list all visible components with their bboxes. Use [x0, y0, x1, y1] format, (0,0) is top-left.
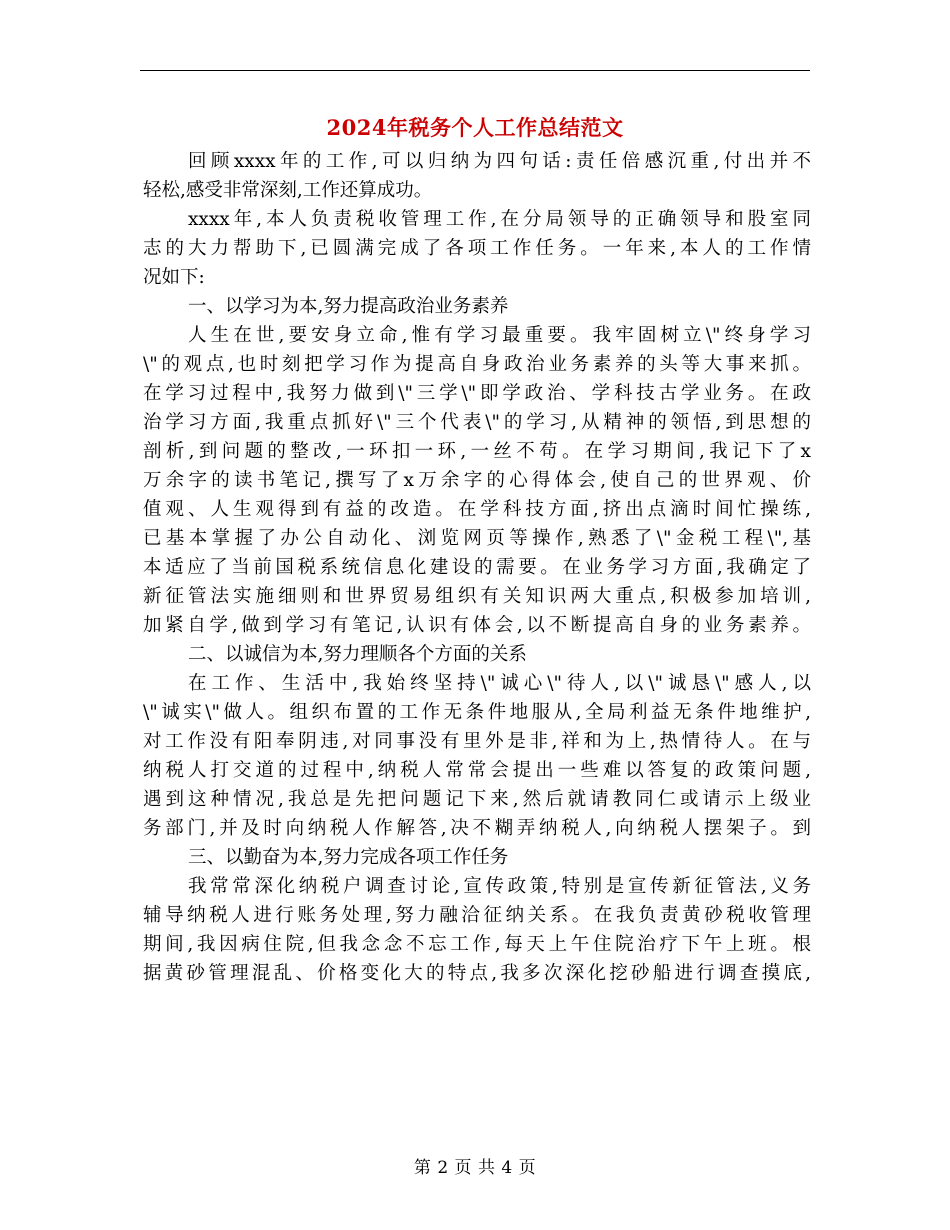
section-heading: 三、以勤奋为本,努力完成各项工作任务: [188, 847, 509, 868]
paragraph-line: 辅导纳税人进行账务处理,努力融洽征纳关系。在我负责黄砂税收管理: [143, 905, 811, 926]
paragraph-line: xxxx年,本人负责税收管理工作,在分局领导的正确领导和股室同: [188, 209, 811, 230]
paragraph-line: 务部门,并及时向纳税人作解答,决不糊弄纳税人,向纳税人摆架子。到: [143, 818, 811, 839]
paragraph-line: 志的大力帮助下,已圆满完成了各项工作任务。一年来,本人的工作情: [143, 238, 811, 259]
paragraph-line: 对工作没有阳奉阴违,对同事没有里外是非,祥和为上,热情待人。在与: [143, 731, 811, 752]
paragraph-line: 在学习过程中,我努力做到\"三学\"即学政治、学科技古学业务。在政: [143, 383, 811, 404]
section-heading: 一、以学习为本,努力提高政治业务素养: [188, 296, 509, 317]
paragraph-line: 回顾xxxx年的工作,可以归纳为四句话:责任倍感沉重,付出并不: [188, 151, 811, 172]
paragraph-line: 值观、人生观得到有益的改造。在学科技方面,挤出点滴时间忙操练,: [143, 499, 811, 520]
paragraph-line: 遇到这种情况,我总是先把问题记下来,然后就请教同仁或请示上级业: [143, 789, 811, 810]
paragraph-line: 况如下:: [143, 267, 205, 288]
paragraph-line: 加紧自学,做到学习有笔记,认识有体会,以不断提高自身的业务素养。: [143, 615, 811, 636]
paragraph-line: 纳税人打交道的过程中,纳税人常常会提出一些难以答复的政策问题,: [143, 760, 811, 781]
document-title: 2024年税务个人工作总结范文: [326, 115, 624, 140]
paragraph-line: 本适应了当前国税系统信息化建设的需要。在业务学习方面,我确定了: [143, 557, 811, 578]
paragraph-line: 治学习方面,我重点抓好\"三个代表\"的学习,从精神的领悟,到思想的: [143, 412, 811, 433]
paragraph-line: 剖析,到问题的整改,一环扣一环,一丝不苟。在学习期间,我记下了x: [143, 441, 811, 462]
paragraph-line: \"诚实\"做人。组织布置的工作无条件地服从,全局利益无条件地维护,: [143, 702, 811, 723]
paragraph-line: 期间,我因病住院,但我念念不忘工作,每天上午住院治疗下午上班。根: [143, 934, 811, 955]
paragraph-line: 已基本掌握了办公自动化、浏览网页等操作,熟悉了\"金税工程\",基: [143, 528, 811, 549]
paragraph-line: 在工作、生活中,我始终坚持\"诚心\"待人,以\"诚恳\"感人,以: [188, 673, 811, 694]
paragraph-line: 新征管法实施细则和世界贸易组织有关知识两大重点,积极参加培训,: [143, 586, 811, 607]
paragraph-line: 我常常深化纳税户调查讨论,宣传政策,特别是宣传新征管法,义务: [188, 876, 811, 897]
paragraph-line: 万余字的读书笔记,撰写了x万余字的心得体会,使自己的世界观、价: [143, 470, 811, 491]
paragraph-line: 据黄砂管理混乱、价格变化大的特点,我多次深化挖砂船进行调查摸底,: [143, 963, 811, 984]
paragraph-line: 轻松,感受非常深刻,工作还算成功。: [143, 180, 433, 201]
header-rule: [140, 70, 810, 71]
paragraph-line: 人生在世,要安身立命,惟有学习最重要。我牢固树立\"终身学习: [188, 325, 811, 346]
section-heading: 二、以诚信为本,努力理顺各个方面的关系: [188, 644, 527, 665]
document-body: [143, 147, 811, 988]
page-number: 第 2 页 共 4 页: [413, 1158, 537, 1178]
paragraph-line: \"的观点,也时刻把学习作为提高自身政治业务素养的头等大事来抓。: [143, 354, 811, 375]
